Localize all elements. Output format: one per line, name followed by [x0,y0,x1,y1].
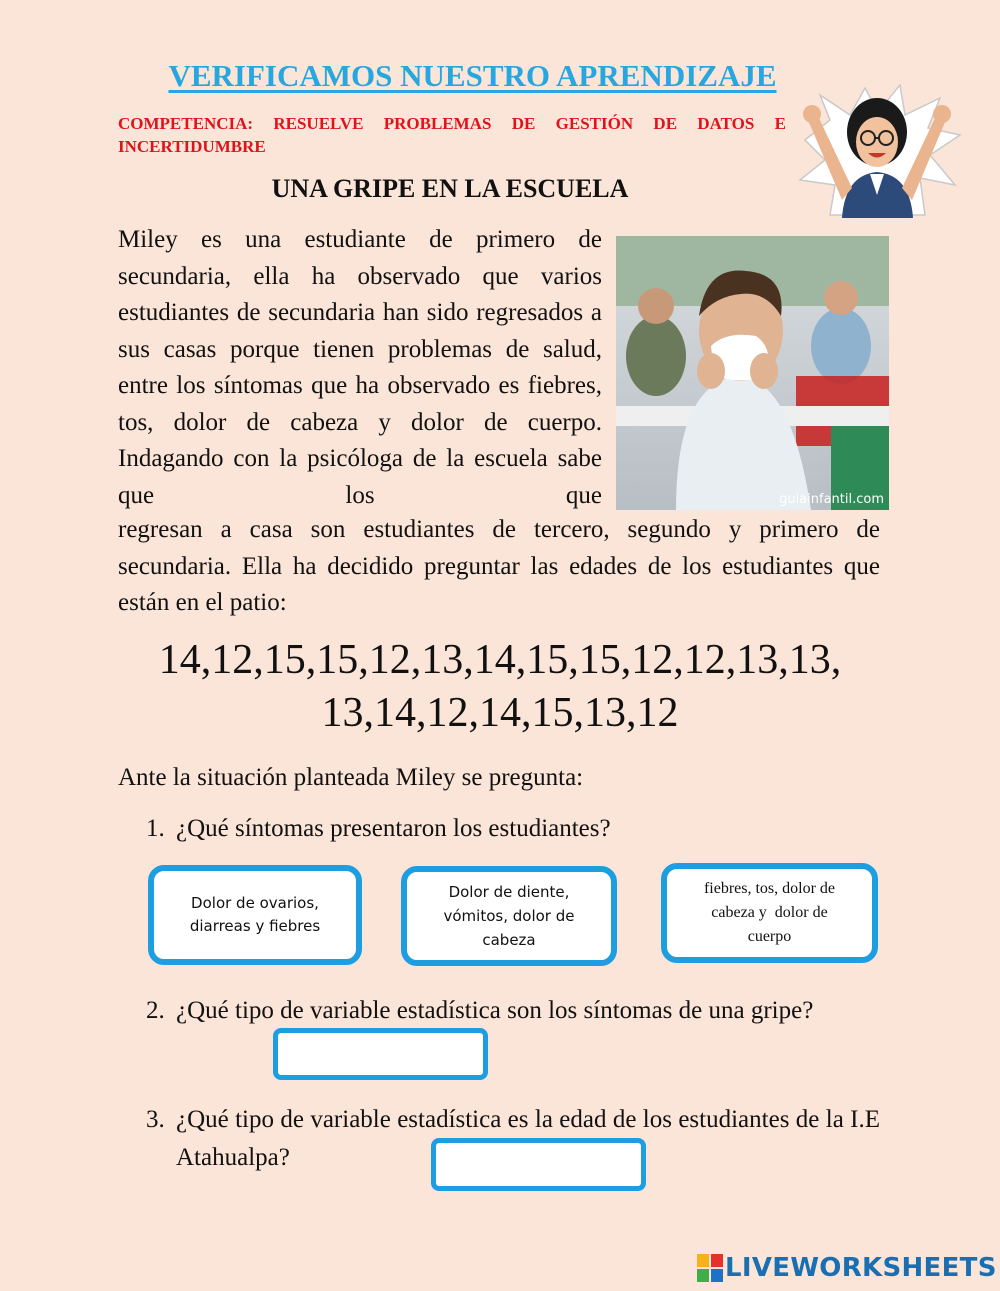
competencia-heading: COMPETENCIA: RESUELVE PROBLEMAS DE GESTIÓN DE DATOS E INCERTIDUMBRE [118,114,786,156]
story-title: UNA GRIPE EN LA ESCUELA [271,174,629,203]
question-3-text: ¿Qué tipo de variable estadística es la edad de los estudiantes de la I.E Atahualpa? [176,1106,880,1171]
ages-line-1: 14,12,15,15,12,13,14,15,15,12,12,13,13, [158,637,842,683]
question-1 [146,810,880,848]
story-paragraph-part1: Miley es una estudiante de primero de secundaria, ella ha observado que varios estudiantes de secundaria han sido regresados a sus casas porque tienen problemas de salud, entre los síntomas que ha observado es fiebres, tos, dolor de cabeza y dolor de cuerpo. Indagando con la psicóloga de la escuela sabe que los que [118,226,602,509]
answer-option-3-line-3: cuerpo [747,928,792,945]
question-3-answer-input[interactable] [431,1138,646,1191]
question-1-number: 1. [146,815,165,842]
answer-option-3-line-2: cabeza y dolor de [711,904,828,921]
liveworksheets-brand[interactable] [697,1253,997,1283]
answer-option-2-line-1: Dolor de diente, [448,883,570,901]
answer-option-2-line-3: cabeza [482,931,536,949]
story-paragraph-part2: regresan a casa son estudiantes de tercero, segundo y primero de secundaria. Ella ha decidido preguntar las edades de los estudiantes que están en el patio: [118,516,880,616]
question-2-text: ¿Qué tipo de variable estadística son los síntomas de una gripe? [176,997,814,1024]
page-title: VERIFICAMOS NUESTRO APRENDIZAJE [168,58,777,93]
photo-watermark: guiainfantil.com [779,492,884,507]
answer-option-3-line-1: fiebres, tos, dolor de [703,880,836,897]
question-3-number: 3. [146,1106,165,1133]
ages-list [60,634,940,740]
answer-option-2[interactable] [401,866,617,966]
ages-line-2: 13,14,12,14,15,13,12 [321,690,679,736]
questions-intro: Ante la situación planteada Miley se pregunta: [118,764,584,791]
sneezing-student-photo [616,236,889,510]
liveworksheets-logo-icon [697,1254,723,1282]
answer-option-2-line-2: vómitos, dolor de [443,907,575,925]
question-2-number: 2. [146,997,165,1024]
answer-option-3[interactable] [661,863,878,963]
question-2 [146,992,880,1030]
liveworksheets-brand-text: LIVEWORKSHEETS [725,1253,997,1283]
answer-option-1[interactable] [148,865,362,965]
answer-option-1-line-2: diarreas y fiebres [189,917,321,935]
question-2-answer-input[interactable] [273,1028,488,1080]
question-1-text: ¿Qué síntomas presentaron los estudiantes? [176,815,611,842]
answer-option-1-line-1: Dolor de ovarios, [191,894,319,912]
